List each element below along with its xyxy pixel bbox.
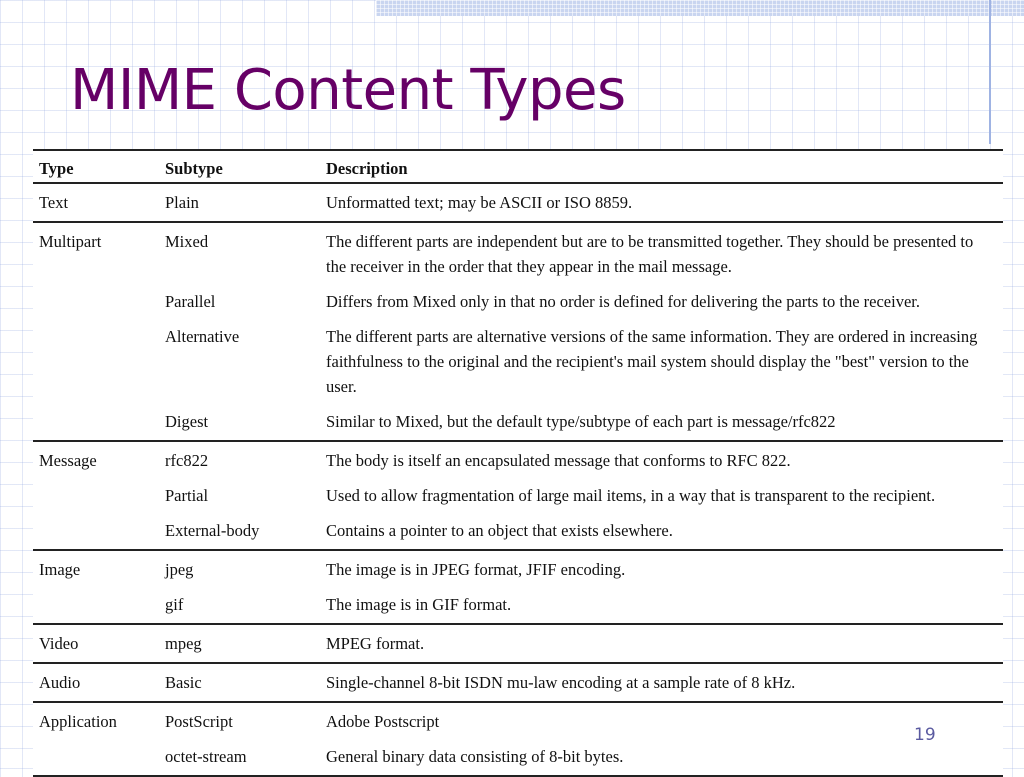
cell-type	[33, 283, 159, 318]
table-row	[33, 318, 1003, 403]
table-row	[33, 663, 1003, 702]
cell-subtype: rfc822	[159, 441, 320, 477]
mime-types-table	[33, 149, 1003, 777]
table-row	[33, 403, 1003, 441]
cell-subtype: External-body	[165, 521, 260, 540]
cell-type: Message	[33, 441, 159, 477]
cell-subtype: PostScript	[159, 702, 320, 738]
cell-subtype: Plain	[165, 193, 199, 212]
cell-subtype: octet-stream	[165, 747, 247, 766]
cell-type: Text	[39, 193, 69, 212]
cell-description: Differs from Mixed only in that no order is defined for delivering the parts to the receiver.	[326, 292, 920, 311]
page-number: 19	[914, 725, 936, 745]
cell-subtype: Parallel	[165, 292, 216, 311]
slide-title: MIME Content Types	[70, 58, 626, 123]
cell-subtype: mpeg	[159, 624, 320, 663]
cell-type	[33, 403, 159, 441]
cell-description: MPEG format.	[320, 624, 1003, 663]
table-row	[33, 550, 1003, 586]
table-row	[33, 283, 1003, 318]
cell-type: Video	[33, 624, 159, 663]
cell-subtype: jpeg	[159, 550, 320, 586]
table-row	[33, 477, 1003, 512]
cell-description: The different parts are alternative versions of the same information. They are ordered in increasing faithfulness to the original and the recipient's mail system should display the "best" version to the user.	[326, 327, 978, 396]
cell-description: Similar to Mixed, but the default type/subtype of each part is message/rfc822	[326, 412, 836, 431]
cell-description: Unformatted text; may be ASCII or ISO 8859.	[326, 193, 633, 212]
table-row	[33, 222, 1003, 283]
header-type: Type	[33, 150, 159, 183]
table-header-row	[33, 150, 1003, 183]
header-subtype: Subtype	[159, 150, 320, 183]
cell-description: The body is itself an encapsulated message that conforms to RFC 822.	[320, 441, 1003, 477]
cell-description: Single-channel 8-bit ISDN mu-law encoding at a sample rate of 8 kHz.	[320, 663, 1003, 702]
cell-description: The image is in JPEG format, JFIF encoding.	[320, 550, 1003, 586]
cell-type	[33, 512, 159, 550]
cell-subtype: Partial	[165, 486, 209, 505]
table-row	[33, 738, 1003, 776]
cell-type: Image	[33, 550, 159, 586]
table-row	[33, 441, 1003, 477]
cell-type	[33, 318, 159, 403]
cell-type: Multipart	[33, 222, 159, 283]
table-row	[33, 183, 1003, 222]
cell-description: The image is in GIF format.	[326, 595, 512, 614]
cell-description: Contains a pointer to an object that exists elsewhere.	[326, 521, 673, 540]
cell-description: Adobe Postscript	[320, 702, 1003, 738]
cell-subtype: Digest	[165, 412, 209, 431]
cell-subtype: Basic	[159, 663, 320, 702]
decorative-top-band	[376, 0, 1024, 16]
cell-type	[33, 586, 159, 624]
cell-subtype: gif	[165, 595, 184, 614]
cell-description: The different parts are independent but are to be transmitted together. They should be presented to the receiver in the order that they appear in the mail message.	[320, 222, 1003, 283]
cell-description: General binary data consisting of 8-bit bytes.	[326, 747, 624, 766]
header-description: Description	[320, 150, 1003, 183]
table-row	[33, 512, 1003, 550]
cell-type	[33, 477, 159, 512]
cell-type: Audio	[33, 663, 159, 702]
table-row	[33, 586, 1003, 624]
cell-type	[33, 738, 159, 776]
cell-subtype: Alternative	[165, 327, 240, 346]
decorative-vertical-line	[989, 0, 991, 144]
cell-subtype: Mixed	[159, 222, 320, 283]
cell-description: Used to allow fragmentation of large mail items, in a way that is transparent to the recipient.	[326, 486, 936, 505]
table-row	[33, 624, 1003, 663]
table-row	[33, 702, 1003, 738]
cell-type: Application	[33, 702, 159, 738]
mime-table-container	[33, 149, 1003, 777]
